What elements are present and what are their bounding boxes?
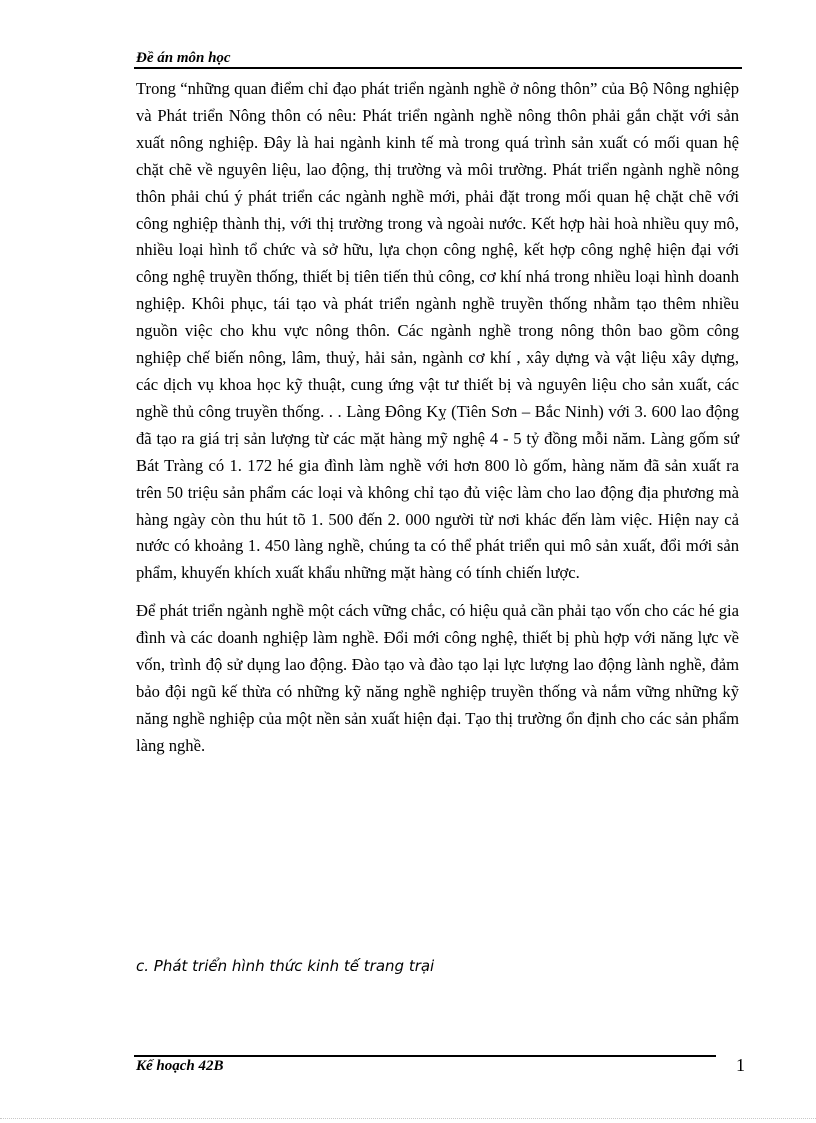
header-divider	[134, 67, 742, 69]
body-text	[136, 76, 739, 760]
footer-text: Kế hoạch 42B	[136, 1058, 224, 1074]
header-title: Đề án môn học	[136, 50, 231, 66]
footer-divider	[134, 1055, 716, 1057]
paragraph-2: Để phát triển ngành nghề một cách vững chắc, có hiệu quả cần phải tạo vốn cho các hé gia đình và các doanh nghiệp làm nghề. Đổi mới công nghệ, thiết bị phù hợp với năng lực về vốn, trình độ sử dụng lao động. Đào tạo và đào tạo lại lực lượng lao động lành nghề, đảm bảo đội ngũ kế thừa có những kỹ năng nghề nghiệp truyền thống và nắm vững những kỹ năng nghề nghiệp của một nền sản xuất hiện đại. Tạo thị trường ổn định cho các sản phẩm làng nghề.	[136, 601, 739, 755]
page-number: 1	[736, 1055, 745, 1075]
page-bottom-edge	[0, 1118, 816, 1119]
paragraph-1: Trong “những quan điểm chỉ đạo phát triển ngành nghề ở nông thôn” của Bộ Nông nghiệp và Phát triển Nông thôn có nêu: Phát triển ngành nghề nông thôn phải gắn chặt với sản xuất nông nghiệp. Đây là hai ngành kinh tế mà trong quá trình sản xuất có mối quan hệ chặt chẽ về nguyên liệu, lao động, thị trường và môi trường. Phát triển ngành nghề nông thôn phải chú ý phát triển các ngành nghề mới, phải đặt trong mối quan hệ chặt chẽ với công nghiệp thành thị, với thị trường trong và ngoài nước. Kết hợp hài hoà nhiều quy mô, nhiều loại hình tổ chức và sở hữu, lựa chọn công nghệ, kết hợp công nghệ hiện đại với công nghệ truyền thống, thiết bị tiên tiến thủ công, cơ khí nhá trong nhiều loại hình doanh nghiệp. Khôi phục, tái tạo và phát triển ngành nghề truyền thống nhằm tạo thêm nhiều nguồn việc cho khu vực nông thôn. Các ngành nghề trong nông thôn bao gồm công nghiệp chế biến nông, lâm, thuỷ, hải sản, ngành cơ khí , xây dựng và vật liệu xây dựng, các dịch vụ khoa học kỹ thuật, cung ứng vật tư thiết bị và nguyên liệu cho sản xuất, các nghề thủ công truyền thống. . . Làng Đông Kỵ (Tiên Sơn – Bắc Ninh) với 3. 600 lao động đã tạo ra giá trị sản lượng từ các mặt hàng mỹ nghệ 4 - 5 tỷ đồng mỗi năm. Làng gốm sứ Bát Tràng có 1. 172 hé gia đình làm nghề với hơn 800 lò gốm, hàng năm đã sản xuất ra trên 50 triệu sản phẩm các loại và không chỉ tạo đủ việc làm cho lao động địa phương mà hàng ngày còn thu hút tõ 1. 500 đến 2. 000 người từ nơi khác đến làm việc. Hiện nay cả nước có khoảng 1. 450 làng nghề, chúng ta có thể phát triển qui mô sản xuất, đổi mới sản phẩm, khuyến khích xuất khẩu những mặt hàng có tính chiến lược.	[136, 79, 739, 583]
section-subheading: c. Phát triển hình thức kinh tế trang trại	[136, 957, 435, 975]
